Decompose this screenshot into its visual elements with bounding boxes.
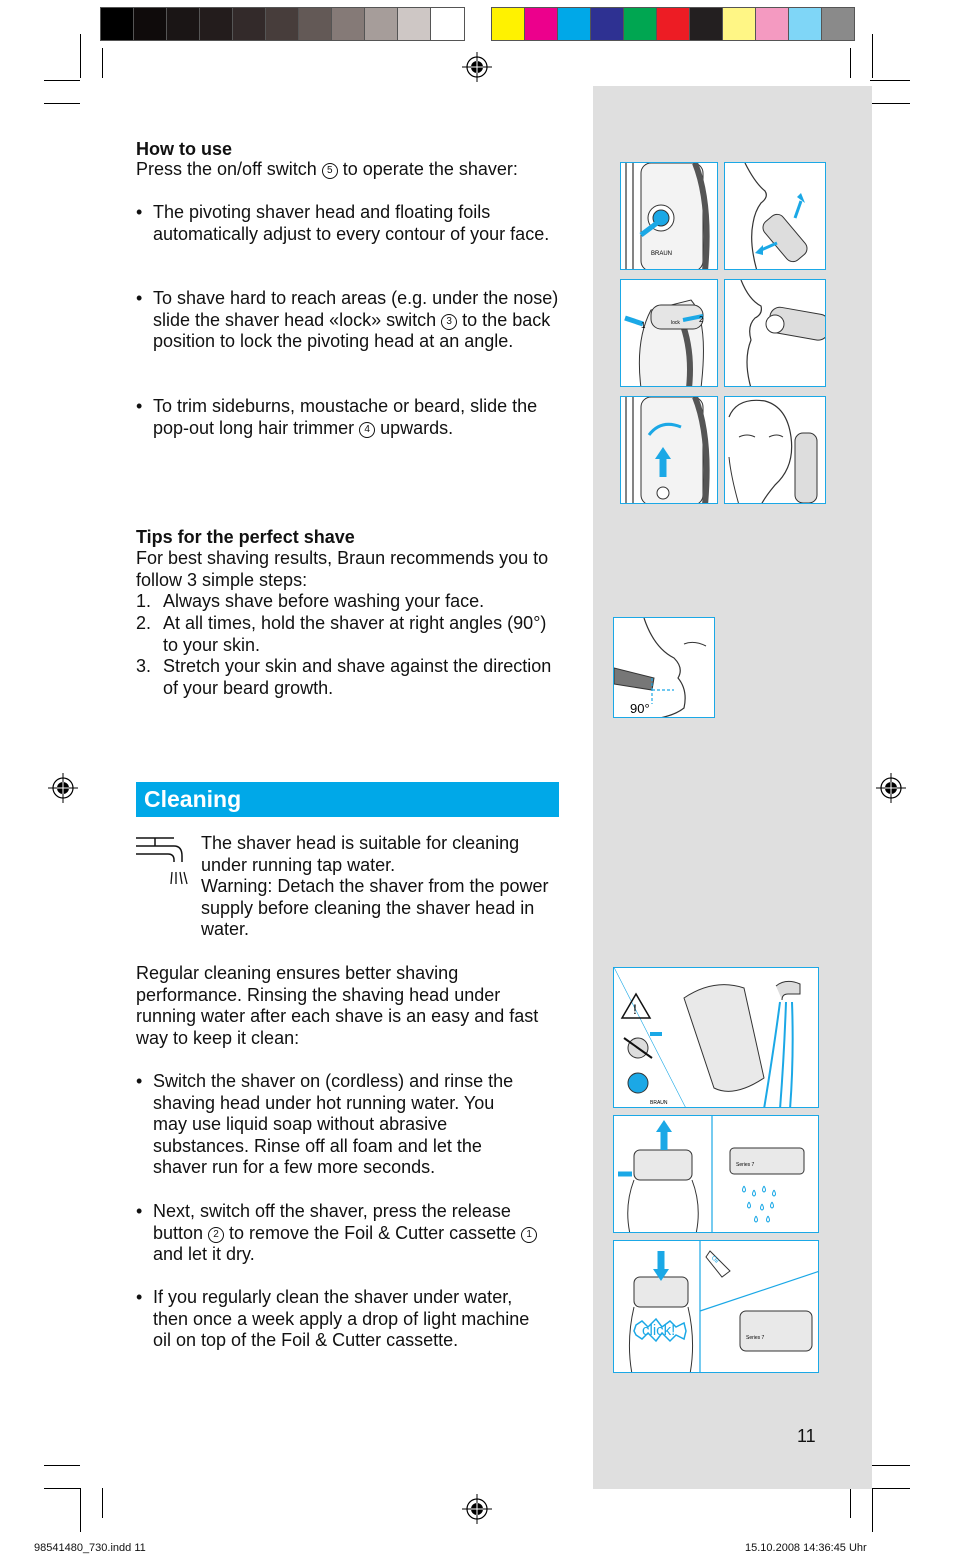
figure-right-angle (613, 617, 715, 718)
cleaning-bullet: • If you regularly clean the shaver under water, then once a week apply a drop of light machine oil on top of the Foil & Cutter cassette. (136, 1287, 536, 1352)
brand-label: BRAUN (651, 251, 673, 257)
color-swatch (100, 7, 134, 41)
click-label: click! (642, 1322, 676, 1339)
color-swatch (590, 7, 624, 41)
color-swatch (331, 7, 365, 41)
crop-mark (44, 80, 80, 81)
how-to-use-bullet: • To trim sideburns, moustache or beard, slide the pop-out long hair trimmer 4 upwards. (136, 396, 538, 438)
how-to-use-heading: How to use (136, 139, 233, 159)
figure-switch-on (620, 162, 718, 270)
tap-water-icon (134, 836, 194, 888)
cleaning-bullet: • Next, switch off the shaver, press the release button 2 to remove the Foil & Cutter cassette 1 and let it dry. (136, 1201, 556, 1266)
cleaning-paragraph: Regular cleaning ensures better shaving performance. Rinsing the shaving head under running water after each shave is an easy and fast way to keep it clean: (136, 963, 539, 1048)
bullet-text: and let it dry. (153, 1244, 255, 1265)
part-number-badge: 5 (322, 163, 338, 179)
tips-step: 3. Stretch your skin and shave against the direction of your beard growth. (136, 656, 552, 698)
cleaning-title: Cleaning (144, 786, 242, 812)
series-label: Series 7 (746, 1335, 765, 1341)
footer-timestamp: 15.10.2008 14:36:45 Uhr (745, 1542, 867, 1554)
intro-text: to operate the shaver: (337, 159, 518, 179)
figure-rinse-under-tap (613, 967, 819, 1108)
step-one-label: 1 (641, 321, 646, 330)
registration-mark-icon (876, 773, 906, 803)
color-swatch (491, 7, 525, 41)
color-swatch (689, 7, 723, 41)
figure-trimmer-up (620, 396, 718, 504)
bullet-text: to the back position to lock the pivoting head at an angle. (153, 309, 551, 352)
warning-text: Warning: Detach the shaver from the power supply before cleaning the shaver head in water. (201, 876, 549, 940)
crop-mark (870, 1465, 910, 1466)
crop-mark (44, 103, 80, 104)
crop-mark (102, 48, 103, 78)
tips-intro: For best shaving results, Braun recommends you to follow 3 simple steps: (136, 548, 549, 590)
crop-mark (80, 1488, 81, 1532)
cleaning-tap-text (201, 833, 561, 941)
color-swatch (722, 7, 756, 41)
figure-oil-and-click (613, 1240, 819, 1373)
bullet-text: If you regularly clean the shaver under water, then once a week apply a drop of light machine oil on top of the Foil & Cutter cassette. (153, 1287, 530, 1351)
part-number-badge: 3 (441, 314, 457, 330)
series-label: Series 7 (736, 1162, 755, 1168)
how-to-use-bullet: • The pivoting shaver head and floating foils automatically adjust to every contour of your face. (136, 202, 556, 245)
bullet-text: upwards. (375, 417, 454, 438)
crop-mark (102, 1488, 103, 1518)
crop-mark (870, 80, 910, 81)
crop-mark (872, 34, 873, 78)
bullet-text: Switch the shaver on (cordless) and rinse the shaving head under hot running water. You may use liquid soap without abrasive substances. Rinse off all foam and let the shaver run for a few more seconds. (153, 1071, 514, 1178)
bullet-text: Next, switch off the shaver, press the release button (153, 1201, 511, 1243)
bullet-text: To shave hard to reach areas (e.g. under the nose) slide the shaver head «lock» switch (153, 288, 559, 330)
registration-mark-icon (462, 1494, 492, 1524)
step-two-label: 2 (699, 315, 704, 324)
figure-sideburns (724, 396, 826, 504)
crop-mark (872, 1488, 873, 1532)
color-swatch (199, 7, 233, 41)
bullet-text: To trim sideburns, moustache or beard, slide the pop-out long hair trimmer (153, 396, 538, 438)
figure-lock-switch (620, 279, 718, 387)
part-number-badge: 4 (359, 422, 375, 438)
color-swatch (557, 7, 591, 41)
tap-text: The shaver head is suitable for cleaning under running tap water. (201, 833, 520, 875)
color-swatch (656, 7, 690, 41)
registration-mark-icon (48, 773, 78, 803)
brand-label: BRAUN (650, 1100, 668, 1106)
lock-label: lock (671, 320, 680, 326)
bullet-text: to remove the Foil & Cutter cassette (224, 1222, 522, 1243)
color-swatch (524, 7, 558, 41)
part-number-badge: 2 (208, 1227, 224, 1243)
bullet-text: The pivoting shaver head and floating foils automatically adjust to every contour of your face. (153, 202, 550, 244)
registration-mark-icon (462, 52, 492, 82)
color-swatch (364, 7, 398, 41)
color-swatch (133, 7, 167, 41)
tips-heading: Tips for the perfect shave (136, 527, 355, 547)
figure-under-nose (724, 279, 826, 387)
how-to-use-intro (136, 158, 576, 180)
color-swatch (464, 7, 492, 41)
crop-mark (870, 1488, 910, 1489)
figure-release-cassette (613, 1115, 819, 1233)
tips-step: 2. At all times, hold the shaver at right angles (90°) to your skin. (136, 613, 547, 655)
color-swatch (232, 7, 266, 41)
part-number-badge: 1 (521, 1227, 537, 1243)
color-swatch (755, 7, 789, 41)
color-swatch (166, 7, 200, 41)
intro-text: Press the on/off switch (136, 159, 322, 179)
color-swatch (821, 7, 855, 41)
color-swatch (397, 7, 431, 41)
tips-step: 1. Always shave before washing your face. (136, 591, 485, 611)
cleaning-section-header (136, 782, 559, 817)
crop-mark (80, 34, 81, 78)
color-swatch (623, 7, 657, 41)
angle-label: 90° (630, 701, 650, 716)
page-number: 11 (797, 1426, 816, 1446)
figure-shave-face (724, 162, 826, 270)
oil-label: Oil (709, 1255, 720, 1265)
crop-mark (850, 1488, 851, 1518)
crop-mark (850, 48, 851, 78)
footer-file-info: 98541480_730.indd 11 (34, 1542, 146, 1554)
color-swatch (265, 7, 299, 41)
color-swatch (788, 7, 822, 41)
svg-text:!: ! (633, 1001, 637, 1017)
how-to-use-bullet: • To shave hard to reach areas (e.g. under the nose) slide the shaver head «lock» switch 3 to the back position to lock the pivoting head at an angle. (136, 288, 559, 352)
crop-mark (44, 1465, 80, 1466)
color-calibration-bar (100, 7, 854, 41)
cleaning-bullet: • Switch the shaver on (cordless) and rinse the shaving head under hot running water. You may use liquid soap without abrasive substances. Rinse off all foam and let the shaver run for a few more seconds. (136, 1071, 526, 1179)
crop-mark (44, 1488, 80, 1489)
crop-mark (870, 103, 910, 104)
color-swatch (430, 7, 464, 41)
color-swatch (298, 7, 332, 41)
